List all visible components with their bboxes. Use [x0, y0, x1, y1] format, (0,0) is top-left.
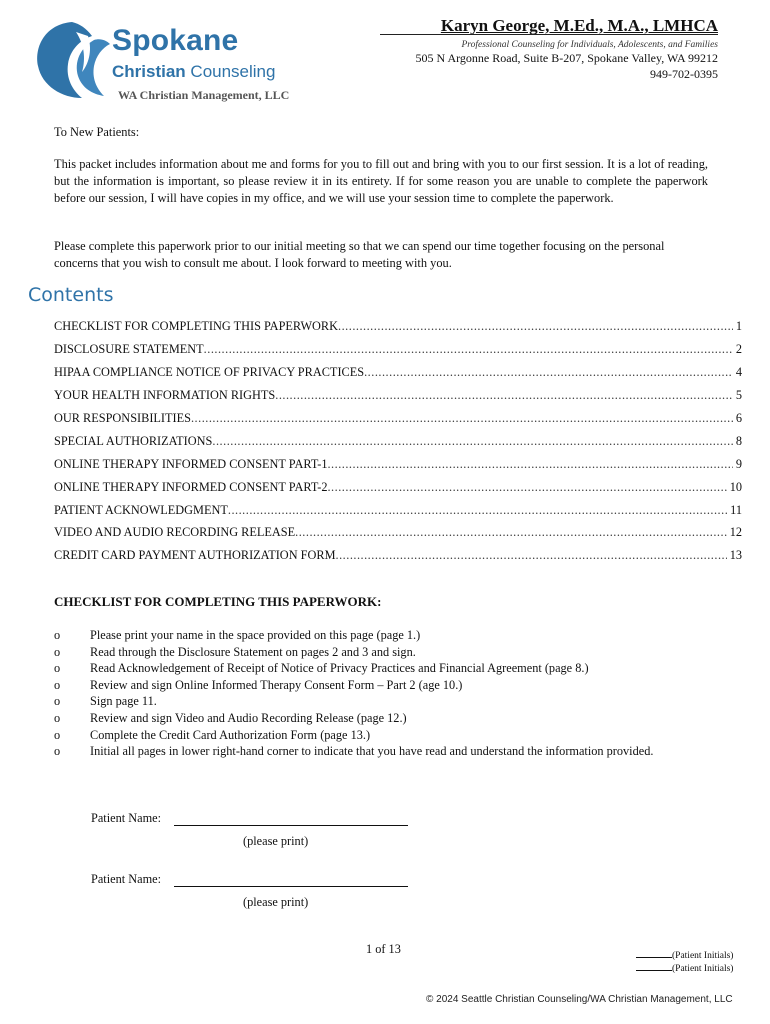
toc-title: SPECIAL AUTHORIZATIONS — [54, 434, 213, 448]
toc-page: 10 — [729, 480, 742, 494]
bullet: o — [54, 678, 61, 692]
toc-title: CHECKLIST FOR COMPLETING THIS PAPERWORK — [54, 319, 339, 333]
brand-christian: Christian — [112, 62, 186, 81]
toc-entry[interactable] — [54, 365, 742, 380]
initials-label: (Patient Initials) — [672, 951, 734, 961]
toc-leader — [338, 319, 733, 334]
page-number: 1 of 13 — [366, 942, 401, 956]
toc-entry[interactable] — [54, 411, 742, 426]
toc-entry[interactable] — [54, 434, 742, 449]
checklist-text: Initial all pages in lower right-hand corner to indicate that you have read and understand the information provided. — [90, 744, 654, 758]
bullet: o — [54, 744, 61, 758]
please-print-hint: (please print) — [243, 834, 309, 848]
toc-page: 13 — [729, 548, 742, 562]
bullet: o — [54, 661, 61, 675]
checklist-item — [54, 727, 694, 744]
toc-entry[interactable] — [54, 548, 742, 563]
toc-page: 1 — [735, 319, 742, 333]
checklist-heading: CHECKLIST FOR COMPLETING THIS PAPERWORK: — [54, 594, 382, 609]
patient-name-field[interactable] — [174, 886, 408, 887]
bullet: o — [54, 645, 61, 659]
toc-entry[interactable] — [54, 342, 742, 357]
toc-leader — [228, 503, 727, 518]
checklist-text: Read Acknowledgement of Receipt of Notice of Privacy Practices and Financial Agreement (page 8.) — [90, 661, 589, 675]
company-name: WA Christian Management, LLC — [118, 88, 290, 102]
checklist-text: Sign page 11. — [90, 694, 157, 708]
brand-counseling: Counseling — [185, 62, 276, 81]
checklist-item — [54, 743, 694, 760]
checklist-item — [54, 677, 694, 694]
toc-title: OUR RESPONSIBILITIES — [54, 411, 191, 425]
toc-title: CREDIT CARD PAYMENT AUTHORIZATION FORM — [54, 548, 336, 562]
toc-page: 6 — [735, 411, 742, 425]
bullet: o — [54, 694, 61, 708]
toc-page: 12 — [729, 525, 742, 539]
initials-label: (Patient Initials) — [672, 964, 734, 974]
contents-heading: Contents — [28, 284, 114, 306]
checklist-text: Read through the Disclosure Statement on pages 2 and 3 and sign. — [90, 645, 416, 659]
toc-page: 2 — [735, 342, 742, 356]
checklist-text: Review and sign Video and Audio Recording Release (page 12.) — [90, 711, 407, 725]
checklist-text: Review and sign Online Informed Therapy Consent Form – Part 2 (age 10.) — [90, 678, 463, 692]
initials-line — [636, 957, 672, 958]
bullet: o — [54, 711, 61, 725]
patient-initials-field[interactable] — [636, 964, 733, 974]
checklist-item — [54, 644, 694, 661]
toc-page: 4 — [735, 365, 742, 379]
address: 505 N Argonne Road, Suite B-207, Spokane Valley, WA 99212 — [415, 51, 718, 65]
toc-title: HIPAA COMPLIANCE NOTICE OF PRIVACY PRACTICES — [54, 365, 365, 379]
therapist-name: Karyn George, M.Ed., M.A., LMHCA — [440, 16, 718, 35]
toc-leader — [327, 480, 726, 495]
patient-initials-field[interactable] — [636, 951, 733, 961]
checklist-text: Complete the Credit Card Authorization Form (page 13.) — [90, 728, 371, 742]
copyright: © 2024 Seattle Christian Counseling/WA Christian Management, LLC — [426, 994, 733, 1005]
checklist-item — [54, 627, 694, 644]
toc-page: 9 — [735, 457, 742, 471]
patient-name-label: Patient Name: — [91, 872, 162, 886]
header-rule — [380, 34, 718, 35]
toc-leader — [327, 457, 732, 472]
toc-leader — [204, 342, 733, 357]
toc-leader — [275, 388, 733, 403]
toc-entry[interactable] — [54, 319, 742, 334]
tagline: Professional Counseling for Individuals, Adolescents, and Families — [461, 40, 718, 50]
toc-title: ONLINE THERAPY INFORMED CONSENT PART-2 — [54, 480, 328, 494]
toc-title: YOUR HEALTH INFORMATION RIGHTS — [54, 388, 276, 402]
greeting: To New Patients: — [54, 125, 140, 139]
toc-entry[interactable] — [54, 388, 742, 403]
please-print-hint: (please print) — [243, 895, 309, 909]
toc-leader — [212, 434, 732, 449]
checklist-text: Please print your name in the space provided on this page (page 1.) — [90, 628, 421, 642]
toc-leader — [336, 548, 727, 563]
toc-title: PATIENT ACKNOWLEDGMENT — [54, 503, 228, 517]
toc-entry[interactable] — [54, 457, 742, 472]
brand-name: Spokane — [112, 24, 239, 57]
patient-name-label: Patient Name: — [91, 811, 162, 825]
toc-title: DISCLOSURE STATEMENT — [54, 342, 204, 356]
toc-entry[interactable] — [54, 525, 742, 540]
intro-paragraph-1: This packet includes information about me and forms for you to fill out and bring with you to our first session. It is a lot of reading, but the information is important, so please review it in its entirety. If for some reason you are unable to complete the paperwork before our session, I will have copies in my office, and we will use your session time to complete the paperwork. — [54, 157, 708, 205]
phone: 949-702-0395 — [650, 67, 718, 81]
brand-subtitle — [112, 62, 275, 82]
bullet: o — [54, 728, 61, 742]
checklist-item — [54, 710, 694, 727]
patient-name-field[interactable] — [174, 825, 408, 826]
toc-page: 8 — [735, 434, 742, 448]
toc-title: ONLINE THERAPY INFORMED CONSENT PART-1 — [54, 457, 328, 471]
toc-leader — [295, 525, 727, 540]
toc-entry[interactable] — [54, 503, 742, 518]
bullet: o — [54, 628, 61, 642]
toc-leader — [364, 365, 733, 380]
checklist-item — [54, 693, 694, 710]
toc-leader — [191, 411, 733, 426]
initials-line — [636, 970, 672, 971]
toc-entry[interactable] — [54, 480, 742, 495]
toc-page: 11 — [730, 503, 742, 517]
toc-title: VIDEO AND AUDIO RECORDING RELEASE — [54, 525, 296, 539]
checklist-item — [54, 660, 694, 677]
toc-page: 5 — [735, 388, 742, 402]
intro-paragraph-2: Please complete this paperwork prior to our initial meeting so that we can spend our time together focusing on the personal concerns that you wish to consult me about. I look forward to meeting with you. — [54, 239, 665, 270]
